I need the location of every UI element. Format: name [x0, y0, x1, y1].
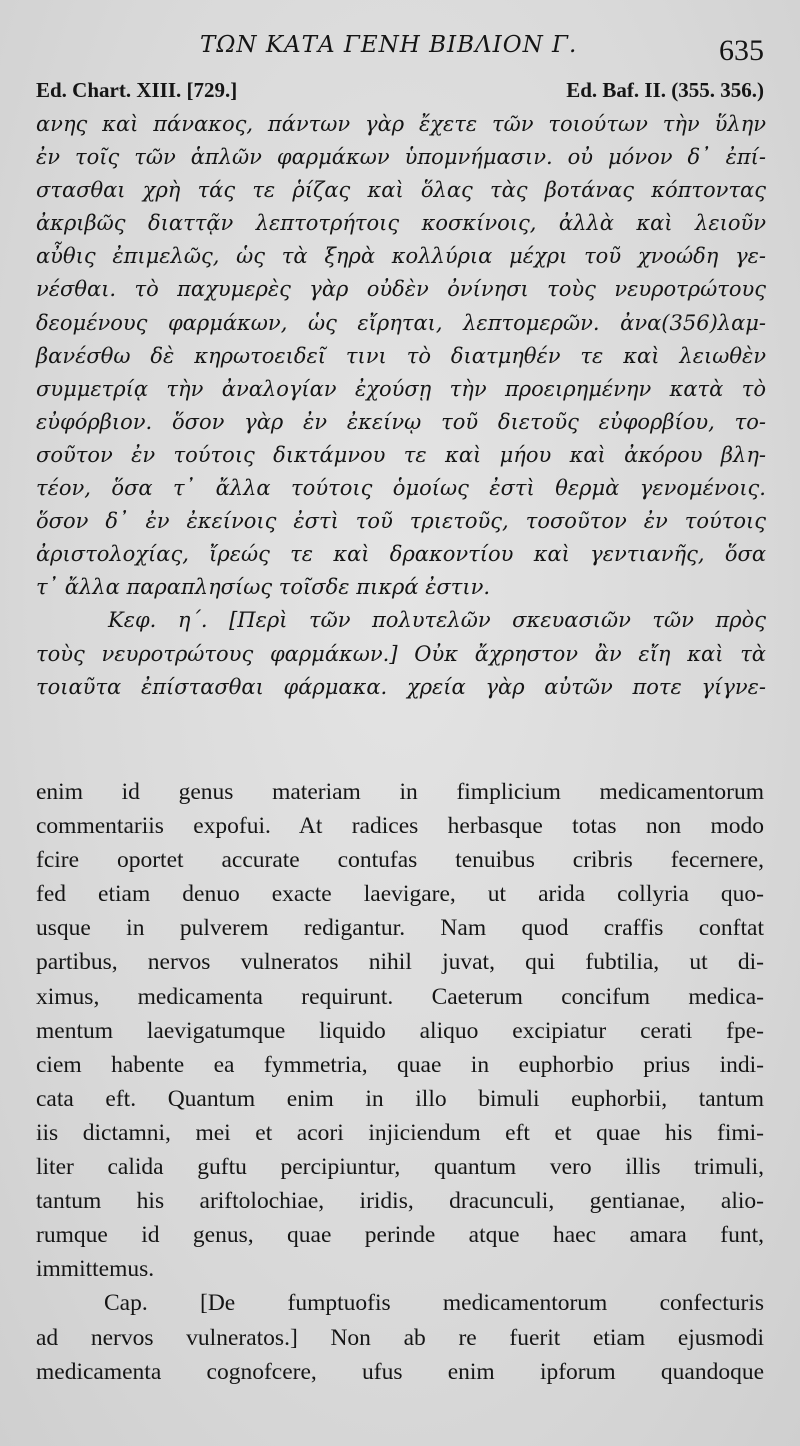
greek-line: ὅσον δ᾽ ἐν ἐκείνοις ἐστὶ τοῦ τριετοῦς, τοσοῦτον ἐν τούτοις	[36, 509, 766, 534]
latin-line: enim id genus materiam in fimplicium medicamentorum	[36, 779, 764, 805]
latin-line: immittemus.	[36, 1256, 155, 1283]
latin-line: fcire oportet accurate contufas tenuibus cribris fecernere,	[36, 847, 764, 874]
greek-chapter-heading-line: Κεφ. η΄. [Περὶ τῶν πολυτελῶν σκευασιῶν τῶν πρὸς	[108, 608, 766, 633]
greek-line: ἀριστολοχίας, ἴρεώς τε καὶ δρακοντίου καὶ γεντιανῆς, ὅσα	[36, 542, 766, 567]
latin-line: commentariis expofui. At radices herbasque totas non modo	[36, 813, 764, 840]
latin-line: medicamenta cognofcere, ufus enim ipforum quandoque	[36, 1358, 764, 1385]
greek-line: ἀκριβῶς διαττᾷν λεπτοτρήτοις κοσκίνοις, ἀλλὰ καὶ λειοῦν	[36, 211, 766, 236]
greek-line: δεομένους φαρμάκων, ὡς εἴρηται, λεπτομερῶν. ἀνα(356)λαμ-	[36, 310, 766, 335]
latin-line: tantum his ariftolochiae, iridis, dracunculi, gentianae, alio-	[36, 1188, 764, 1215]
latin-line: fed etiam denuo exacte laevigare, ut arida collyria quo-	[36, 881, 764, 908]
greek-text-block	[36, 108, 766, 704]
greek-line: στασθαι χρὴ τάς τε ῥίζας καὶ ὅλας τὰς βοτάνας κόπτοντας	[36, 178, 766, 203]
latin-line: liter calida guftu percipiuntur, quantum vero illis trimuli,	[36, 1154, 764, 1181]
page-header	[0, 30, 800, 70]
edition-reference-line	[36, 78, 764, 108]
latin-line: mentum laevigatumque liquido aliquo excipiatur cerati fpe-	[36, 1017, 764, 1044]
greek-line: ἐν τοῖς τῶν ἁπλῶν φαρμάκων ὑπομνήμασιν. οὐ μόνον δ᾽ ἐπί-	[36, 145, 766, 170]
greek-line: τοιαῦτα ἐπίστασθαι φάρμακα. χρεία γὰρ αὐτῶν ποτε γίγνε-	[36, 674, 766, 699]
greek-line: βανέσθω δὲ κηρωτοειδεῖ τινι τὸ διατμηθέν τε καὶ λειωθὲν	[36, 343, 766, 368]
latin-line: ciem habente ea fymmetria, quae in euphorbio prius indi-	[36, 1051, 764, 1078]
greek-line: νέσθαι. τὸ παχυμερὲς γὰρ οὐδὲν ὀνίνησι τοὺς νευροτρώτους	[36, 277, 766, 302]
greek-line: αὖθις ἐπιμελῶς, ὡς τὰ ξηρὰ κολλύρια μέχρι τοῦ χνοώδη γε-	[36, 244, 766, 269]
latin-line: cata eft. Quantum enim in illo bimuli euphorbii, tantum	[36, 1085, 764, 1112]
greek-line: σοῦτον ἐν τούτοις δικτάμνου τε καὶ μήου καὶ ἀκόρου βλη-	[36, 442, 766, 467]
latin-line: usque in pulverem redigantur. Nam quod craffis conftat	[36, 915, 764, 942]
greek-line: εὐφόρβιον. ὅσον γὰρ ἐν ἐκείνῳ τοῦ διετοῦς εὐφορβίου, το-	[36, 409, 766, 434]
latin-line: partibus, nervos vulneratos nihil juvat, qui fubtilia, ut di-	[36, 949, 764, 976]
page-number: 635	[719, 34, 764, 67]
greek-line: συμμετρίᾳ τὴν ἀναλογίαν ἐχούσῃ τὴν προειρημένην κατὰ τὸ	[36, 376, 766, 401]
latin-chapter-heading-line: Cap. [De fumptuofis medicamentorum confecturis	[104, 1290, 764, 1317]
greek-line: τ᾽ ἄλλα παραπλησίως τοῖσδε πικρά ἐστιν.	[36, 575, 491, 600]
greek-line: ανης καὶ πάνακος, πάντων γὰρ ἔχετε τῶν τοιούτων τὴν ὕλην	[36, 112, 766, 136]
latin-text-block	[36, 775, 764, 1389]
edition-reference-basel: Ed. Baf. II. (355. 356.)	[566, 78, 764, 102]
section-gap	[36, 740, 764, 770]
running-title: ΤΩΝ ΚΑΤΑ ΓΕΝΗ ΒΙΒΛΙΟΝ Γ.	[200, 32, 578, 58]
latin-line: iis dictamni, mei et acori injiciendum eft et quae his fimi-	[36, 1119, 764, 1146]
latin-line: ad nervos vulneratos.] Non ab re fuerit etiam ejusmodi	[36, 1324, 764, 1351]
greek-line: τέον, ὅσα τ᾽ ἄλλα τούτοις ὁμοίως ἐστὶ θερμὰ γενομένοις.	[36, 476, 766, 501]
greek-line: τοὺς νευροτρώτους φαρμάκων.] Οὐκ ἄχρηστον ἂν εἴη καὶ τὰ	[36, 641, 766, 666]
latin-line: ximus, medicamenta requirunt. Caeterum concifum medica-	[36, 983, 764, 1010]
edition-reference-chartier: Ed. Chart. XIII. [729.]	[36, 78, 238, 102]
latin-line: rumque id genus, quae perinde atque haec amara funt,	[36, 1222, 764, 1249]
